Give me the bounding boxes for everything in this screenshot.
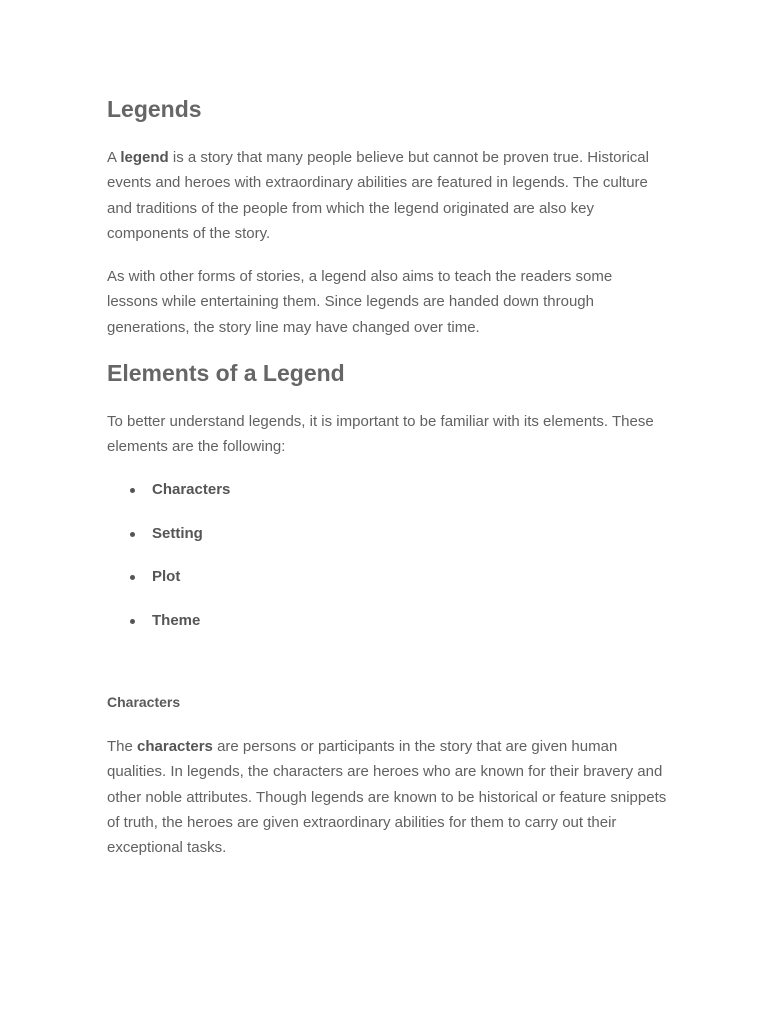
bold-term-characters: characters (137, 738, 213, 755)
list-item-characters (107, 477, 230, 521)
bullet-icon (130, 575, 135, 580)
list-item-label: Theme (152, 611, 201, 629)
list-item-plot (107, 564, 230, 608)
paragraph-legend-purpose: As with other forms of stories, a legend also aims to teach the readers some lessons while entertaining them. Since legends are handed down through generations, the story line may have changed over time. (107, 268, 613, 336)
paragraph-legend-definition (107, 145, 667, 246)
bullet-icon (130, 488, 135, 493)
list-item-label: Plot (152, 568, 181, 585)
list-item-theme (107, 608, 230, 652)
paragraph-characters (107, 734, 667, 860)
list-item-label: Characters (152, 481, 231, 498)
elements-list (107, 477, 230, 651)
bullet-icon (130, 532, 135, 537)
text-segment: A (107, 149, 121, 166)
paragraph-elements-intro: To better understand legends, it is important to be familiar with its elements. These elements are the following: (107, 413, 654, 456)
heading-elements-of-a-legend: Elements of a Legend (107, 360, 345, 386)
heading-legends: Legends (107, 96, 202, 122)
list-item-setting (107, 521, 230, 565)
text-segment: The (107, 738, 138, 755)
bullet-icon (130, 619, 135, 624)
subheading-characters: Characters (107, 694, 181, 710)
bold-term-legend: legend (120, 149, 169, 166)
text-segment: is a story that many people believe but cannot be proven true. Historical events and heroes with extraordinary abilities are featured in legends. The culture and traditions of the people from which the legend originated are also key components of the story. (107, 149, 649, 242)
text-segment: are persons or participants in the story that are given human qualities. In legends, the characters are heroes who are known for their bravery and other noble attributes. Though legends are known to be historical or feature snippets of truth, the heroes are given extraordinary abilities for them to carry out their exceptional tasks. (107, 738, 667, 857)
list-item-label: Setting (152, 524, 203, 542)
